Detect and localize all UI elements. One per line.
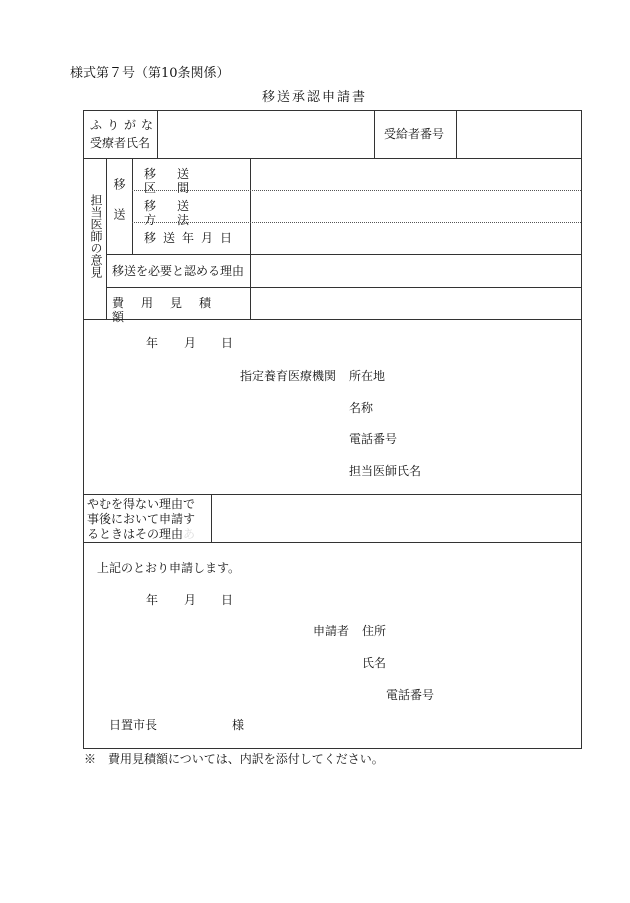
footnote: ※ 費用見積額については、内訳を添付してください。 [84,752,384,766]
application-statement: 上記のとおり申請します。 [97,561,241,575]
designated-institution-label: 指定養育医療機関 [240,369,337,383]
reason-field[interactable] [251,255,581,287]
late-reason-line2: 事後において申請す [87,512,196,526]
furigana-label: ふりがな [90,118,159,132]
patient-name-label: 受療者氏名 [90,136,151,150]
honorific: 様 [232,718,245,732]
doctor-name-label: 担当医師氏名 [349,464,422,478]
frame-bottom [83,748,581,749]
divider [106,158,107,319]
method-field[interactable] [251,191,581,222]
inst-date-month: 月 [184,336,197,350]
recipient-number-label: 受給者番号 [384,127,445,141]
late-reason-field[interactable] [212,495,581,542]
date-label-text: 移送年月日 [144,231,240,245]
cost-label-text: 費用見積額 [112,296,229,324]
inst-date-day: 日 [221,336,234,350]
app-date-month: 月 [184,593,197,607]
late-reason-line3 [87,527,195,542]
frame-right [581,110,582,749]
method-label [144,199,240,227]
date-label [144,231,240,245]
reason-label: 移送を必要と認める理由 [112,264,245,278]
late-reason-line3-text: るときはその理由 [87,527,184,541]
transport-label: 移送 [112,178,126,238]
form-title [262,91,384,105]
app-date-day: 日 [221,593,234,607]
inst-phone-label: 電話番号 [349,432,398,446]
route-field[interactable] [251,159,581,190]
form-number: 様式第７号（第10条関係） [70,66,230,81]
route-label [144,167,240,195]
applicant-address-label: 住所 [362,624,387,638]
applicant-name-label: 氏名 [362,656,387,670]
patient-name-field[interactable] [158,111,374,158]
inst-address-label: 所在地 [349,369,386,383]
cost-label [112,296,242,324]
late-reason-line1: やむを得ない理由で [87,497,196,511]
method-label-text: 移送方法 [144,199,211,227]
applicant-phone-label: 電話番号 [386,688,435,702]
divider [83,542,581,543]
divider [374,110,375,158]
frame-left [83,110,84,749]
applicant-label: 申請者 [313,624,350,638]
addressee: 日置市長 [109,718,158,732]
divider [132,158,133,254]
inst-date-year: 年 [146,336,159,350]
inst-name-label: 名称 [349,401,374,415]
form-title-text: 移送承認申請書 [262,90,368,105]
recipient-number-field[interactable] [457,111,581,158]
late-reason-trail: あ [183,527,196,541]
app-date-year: 年 [146,593,159,607]
doctor-opinion-label: 担当医師の意見 [89,194,103,278]
route-label-text: 移送区間 [144,167,211,195]
cost-field[interactable] [251,288,581,319]
date-field[interactable] [251,223,581,254]
